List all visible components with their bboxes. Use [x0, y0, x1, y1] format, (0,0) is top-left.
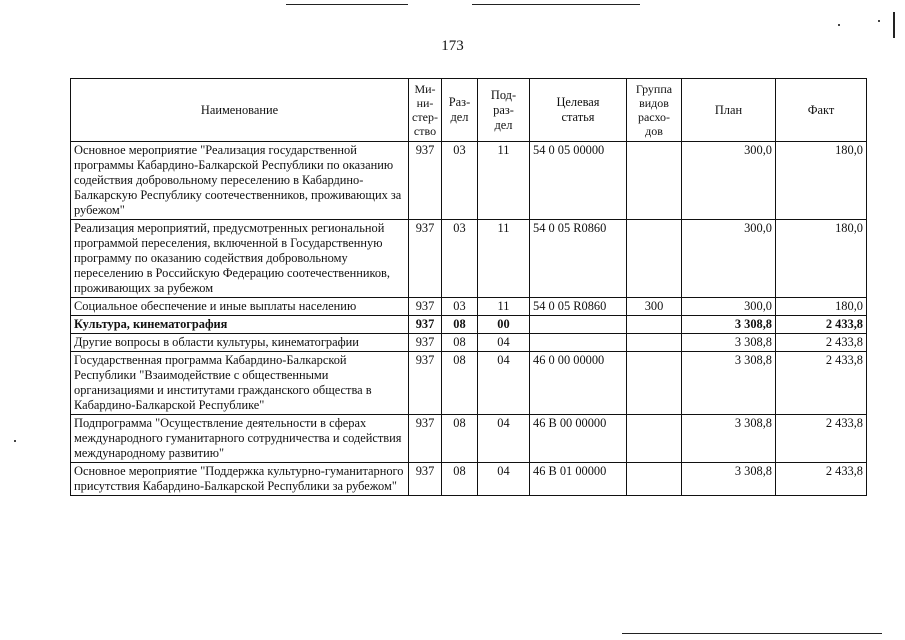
row-plan: 3 308,8 [682, 415, 776, 463]
row-fact: 180,0 [776, 142, 867, 220]
row-group [627, 415, 682, 463]
row-target: 54 0 05 00000 [530, 142, 627, 220]
row-subsection: 04 [478, 415, 530, 463]
scan-speck [14, 440, 16, 442]
col-header-subsection: Под- раз- дел [478, 79, 530, 142]
row-target: 54 0 05 R0860 [530, 220, 627, 298]
row-group: 300 [627, 298, 682, 316]
row-subsection: 00 [478, 316, 530, 334]
row-fact: 180,0 [776, 298, 867, 316]
col-header-plan: План [682, 79, 776, 142]
row-plan: 300,0 [682, 220, 776, 298]
row-section: 03 [442, 298, 478, 316]
row-group [627, 220, 682, 298]
row-group [627, 316, 682, 334]
col-header-name: Наименование [71, 79, 409, 142]
table-row [71, 415, 867, 463]
row-name: Культура, кинематография [71, 316, 409, 334]
row-section: 08 [442, 334, 478, 352]
row-section: 08 [442, 316, 478, 334]
row-ministry: 937 [409, 463, 442, 496]
col-header-group: Группа видов расхо- дов [627, 79, 682, 142]
row-fact: 2 433,8 [776, 334, 867, 352]
row-subsection: 11 [478, 298, 530, 316]
table-row [71, 298, 867, 316]
scan-line-bottom [622, 633, 882, 634]
row-subsection: 04 [478, 352, 530, 415]
row-subsection: 11 [478, 142, 530, 220]
row-plan: 3 308,8 [682, 352, 776, 415]
row-ministry: 937 [409, 334, 442, 352]
scan-edge-right [893, 12, 895, 38]
row-group [627, 334, 682, 352]
row-group [627, 463, 682, 496]
row-name: Реализация мероприятий, предусмотренных региональной программой переселения, включенной в Государственную программу по оказанию содействия добровольному переселению в Российскую Федерацию соотечественников, проживающих за рубежом [71, 220, 409, 298]
table-row [71, 352, 867, 415]
table-row [71, 142, 867, 220]
row-target [530, 334, 627, 352]
row-target: 46 В 00 00000 [530, 415, 627, 463]
row-fact: 180,0 [776, 220, 867, 298]
row-ministry: 937 [409, 316, 442, 334]
row-plan: 3 308,8 [682, 316, 776, 334]
row-name: Государственная программа Кабардино-Балкарской Республики "Взаимодействие с общественными организациями и институтами гражданского общества в Кабардино-Балкарской Республике" [71, 352, 409, 415]
row-ministry: 937 [409, 220, 442, 298]
table-row [71, 316, 867, 334]
row-group [627, 142, 682, 220]
row-ministry: 937 [409, 298, 442, 316]
row-subsection: 04 [478, 463, 530, 496]
table-row [71, 463, 867, 496]
col-header-section: Раз- дел [442, 79, 478, 142]
row-plan: 3 308,8 [682, 463, 776, 496]
scan-line-top-1 [286, 4, 408, 5]
row-fact: 2 433,8 [776, 463, 867, 496]
row-name: Основное мероприятие "Поддержка культурно-гуманитарного присутствия Кабардино-Балкарской Республики за рубежом" [71, 463, 409, 496]
row-fact: 2 433,8 [776, 415, 867, 463]
row-subsection: 04 [478, 334, 530, 352]
scan-speck [838, 24, 840, 26]
table-row [71, 220, 867, 298]
row-section: 08 [442, 415, 478, 463]
budget-table [70, 78, 867, 496]
row-group [627, 352, 682, 415]
scan-line-top-2 [472, 4, 640, 5]
col-header-target: Целевая статья [530, 79, 627, 142]
row-ministry: 937 [409, 415, 442, 463]
page-number: 173 [441, 38, 464, 54]
row-plan: 300,0 [682, 298, 776, 316]
row-target: 46 В 01 00000 [530, 463, 627, 496]
row-plan: 3 308,8 [682, 334, 776, 352]
col-header-ministry: Ми- ни- стер- ство [409, 79, 442, 142]
scan-speck [878, 20, 880, 22]
row-target: 46 0 00 00000 [530, 352, 627, 415]
row-target: 54 0 05 R0860 [530, 298, 627, 316]
row-name: Подпрограмма "Осуществление деятельности в сферах международного гуманитарного сотрудничества и содействия международному развитию" [71, 415, 409, 463]
row-fact: 2 433,8 [776, 316, 867, 334]
row-ministry: 937 [409, 352, 442, 415]
row-section: 08 [442, 352, 478, 415]
row-target [530, 316, 627, 334]
col-header-fact: Факт [776, 79, 867, 142]
row-plan: 300,0 [682, 142, 776, 220]
row-name: Другие вопросы в области культуры, кинематографии [71, 334, 409, 352]
row-name: Основное мероприятие "Реализация государственной программы Кабардино-Балкарской Республики по оказанию содействия добровольному переселению в Кабардино-Балкарскую Республику соотечественников, проживающих за рубежом" [71, 142, 409, 220]
row-section: 03 [442, 142, 478, 220]
row-name: Социальное обеспечение и иные выплаты населению [71, 298, 409, 316]
row-ministry: 937 [409, 142, 442, 220]
row-section: 08 [442, 463, 478, 496]
table-body [71, 142, 867, 496]
table-header [71, 79, 867, 142]
row-section: 03 [442, 220, 478, 298]
table-row [71, 334, 867, 352]
row-fact: 2 433,8 [776, 352, 867, 415]
row-subsection: 11 [478, 220, 530, 298]
